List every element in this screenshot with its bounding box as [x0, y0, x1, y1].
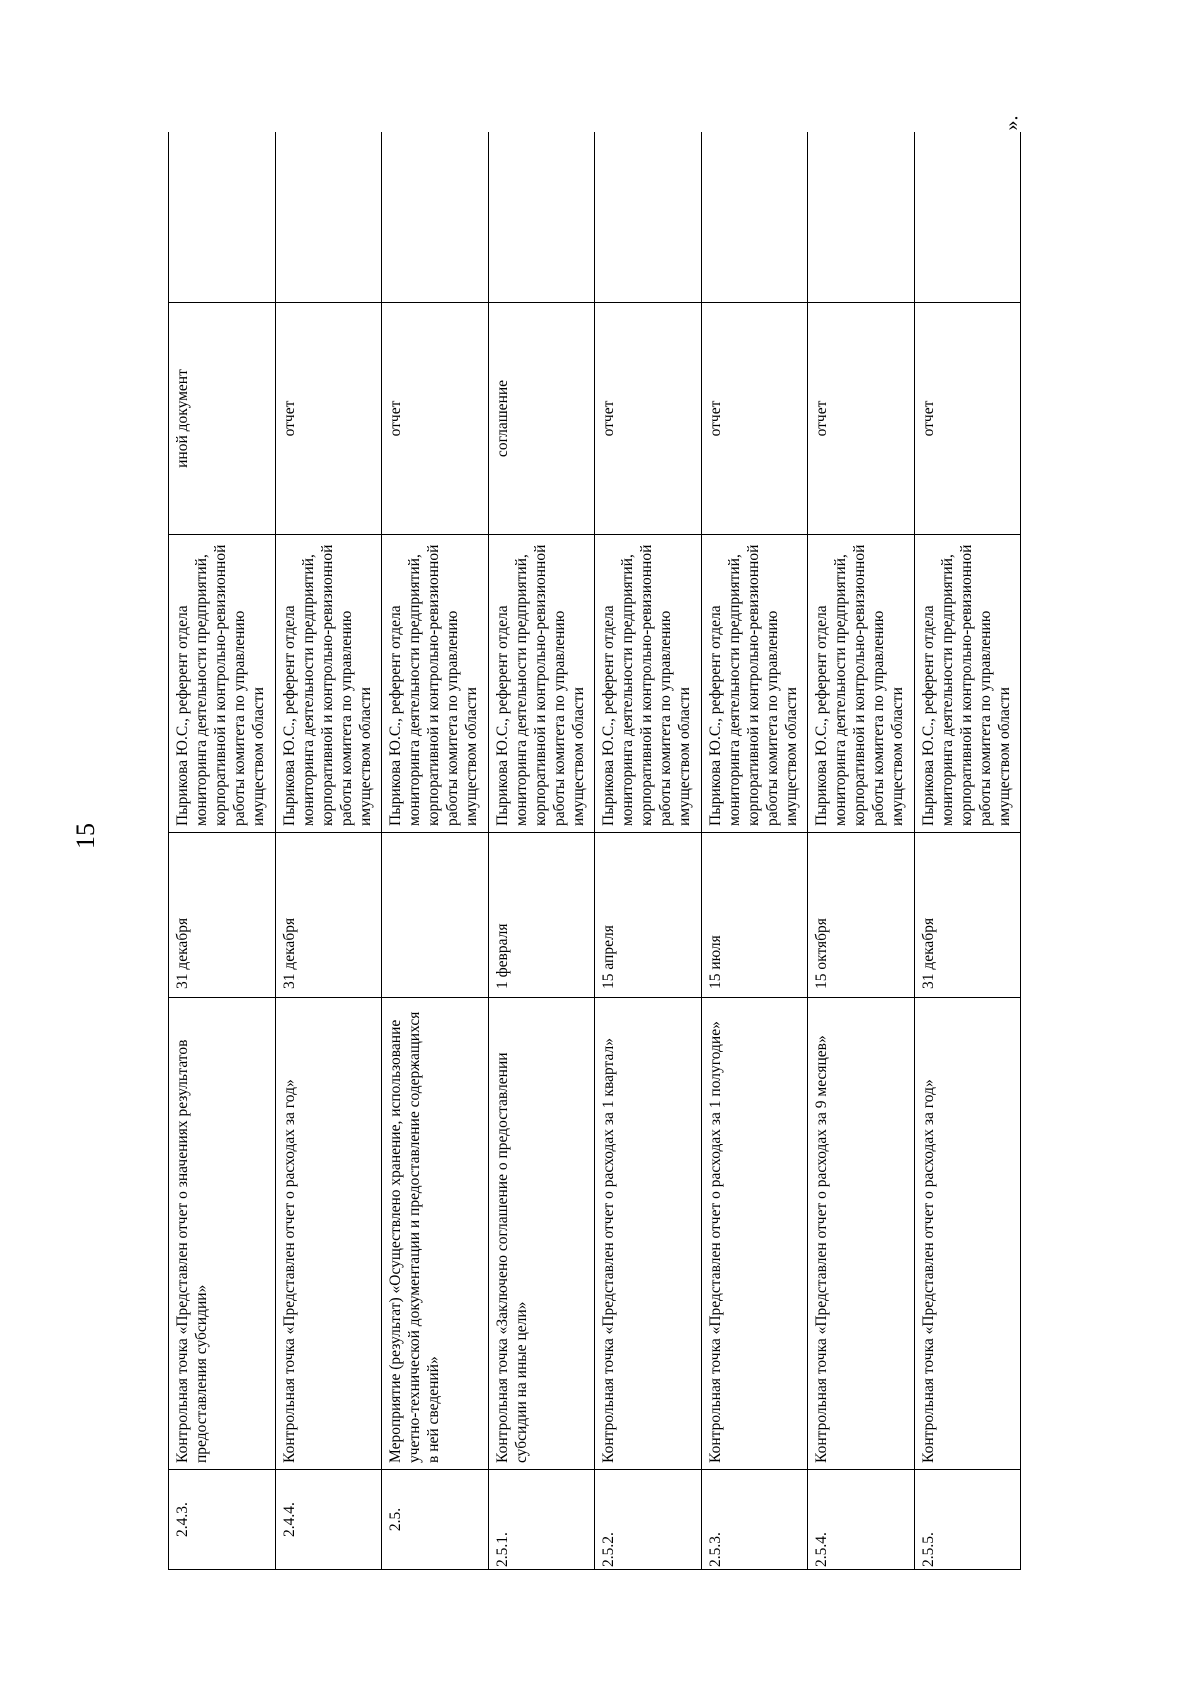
responsible-person: Пырикова Ю.С., референт отдела мониторинга деятельности предприятий, корпоративной и контрольно-ревизионной работы комитета по управлению имуществом области	[595, 535, 702, 833]
event-name: Контрольная точка «Представлен отчет о расходах за 1 квартал»	[595, 998, 702, 1470]
table-row	[595, 132, 702, 1570]
responsible-person: Пырикова Ю.С., референт отдела мониторинга деятельности предприятий, корпоративной и контрольно-ревизионной работы комитета по управлению имуществом области	[275, 535, 382, 833]
table-row	[701, 132, 808, 1570]
responsible-person: Пырикова Ю.С., референт отдела мониторинга деятельности предприятий, корпоративной и контрольно-ревизионной работы комитета по управлению имуществом области	[382, 535, 489, 833]
table-row	[808, 132, 915, 1570]
schedule-table	[168, 132, 1021, 1570]
due-date: 15 октября	[808, 833, 915, 998]
row-number: 2.5.	[382, 1470, 489, 1570]
extra-cell	[701, 132, 808, 303]
closing-quote: ».	[1000, 115, 1023, 131]
due-date	[382, 833, 489, 998]
due-date: 15 апреля	[595, 833, 702, 998]
row-number: 2.5.5.	[914, 1470, 1021, 1570]
document-type: отчет	[808, 303, 915, 535]
responsible-person: Пырикова Ю.С., референт отдела мониторинга деятельности предприятий, корпоративной и контрольно-ревизионной работы комитета по управлению имуществом области	[169, 535, 276, 833]
responsible-person: Пырикова Ю.С., референт отдела мониторинга деятельности предприятий, корпоративной и контрольно-ревизионной работы комитета по управлению имуществом области	[914, 535, 1021, 833]
extra-cell	[169, 132, 276, 303]
event-name: Мероприятие (результат) «Осуществлено хранение, использование учетно-технической документации и предоставление содержащихся в ней сведений»	[382, 998, 489, 1470]
row-number: 2.5.4.	[808, 1470, 915, 1570]
due-date: 15 июля	[701, 833, 808, 998]
extra-cell	[914, 132, 1021, 303]
responsible-person: Пырикова Ю.С., референт отдела мониторинга деятельности предприятий, корпоративной и контрольно-ревизионной работы комитета по управлению имуществом области	[808, 535, 915, 833]
row-number: 2.5.3.	[701, 1470, 808, 1570]
document-type: иной документ	[169, 303, 276, 535]
extra-cell	[488, 132, 595, 303]
extra-cell	[382, 132, 489, 303]
due-date: 1 февраля	[488, 833, 595, 998]
document-type: отчет	[595, 303, 702, 535]
responsible-person: Пырикова Ю.С., референт отдела мониторинга деятельности предприятий, корпоративной и контрольно-ревизионной работы комитета по управлению имуществом области	[488, 535, 595, 833]
table-row	[914, 132, 1021, 1570]
due-date: 31 декабря	[914, 833, 1021, 998]
table-row	[488, 132, 595, 1570]
document-type: отчет	[382, 303, 489, 535]
table-area	[168, 132, 1021, 1570]
event-name: Контрольная точка «Представлен отчет о расходах за 9 месяцев»	[808, 998, 915, 1470]
extra-cell	[808, 132, 915, 303]
due-date: 31 декабря	[275, 833, 382, 998]
extra-cell	[275, 132, 382, 303]
document-type: отчет	[701, 303, 808, 535]
event-name: Контрольная точка «Представлен отчет о расходах за год»	[275, 998, 382, 1470]
table-row	[275, 132, 382, 1570]
rotated-table-wrapper	[168, 132, 1021, 1570]
row-number: 2.5.1.	[488, 1470, 595, 1570]
event-name: Контрольная точка «Представлен отчет о расходах за 1 полугодие»	[701, 998, 808, 1470]
extra-cell	[595, 132, 702, 303]
document-type: отчет	[275, 303, 382, 535]
page-number: 15	[71, 823, 100, 849]
row-number: 2.4.3.	[169, 1470, 276, 1570]
event-name: Контрольная точка «Представлен отчет о расходах за год»	[914, 998, 1021, 1470]
responsible-person: Пырикова Ю.С., референт отдела мониторинга деятельности предприятий, корпоративной и контрольно-ревизионной работы комитета по управлению имуществом области	[701, 535, 808, 833]
document-type: отчет	[914, 303, 1021, 535]
due-date: 31 декабря	[169, 833, 276, 998]
document-type: соглашение	[488, 303, 595, 535]
table-row	[382, 132, 489, 1570]
table-row	[169, 132, 276, 1570]
event-name: Контрольная точка «Представлен отчет о значениях результатов предоставления субсидии»	[169, 998, 276, 1470]
event-name: Контрольная точка «Заключено соглашение о предоставлении субсидии на иные цели»	[488, 998, 595, 1470]
row-number: 2.5.2.	[595, 1470, 702, 1570]
row-number: 2.4.4.	[275, 1470, 382, 1570]
